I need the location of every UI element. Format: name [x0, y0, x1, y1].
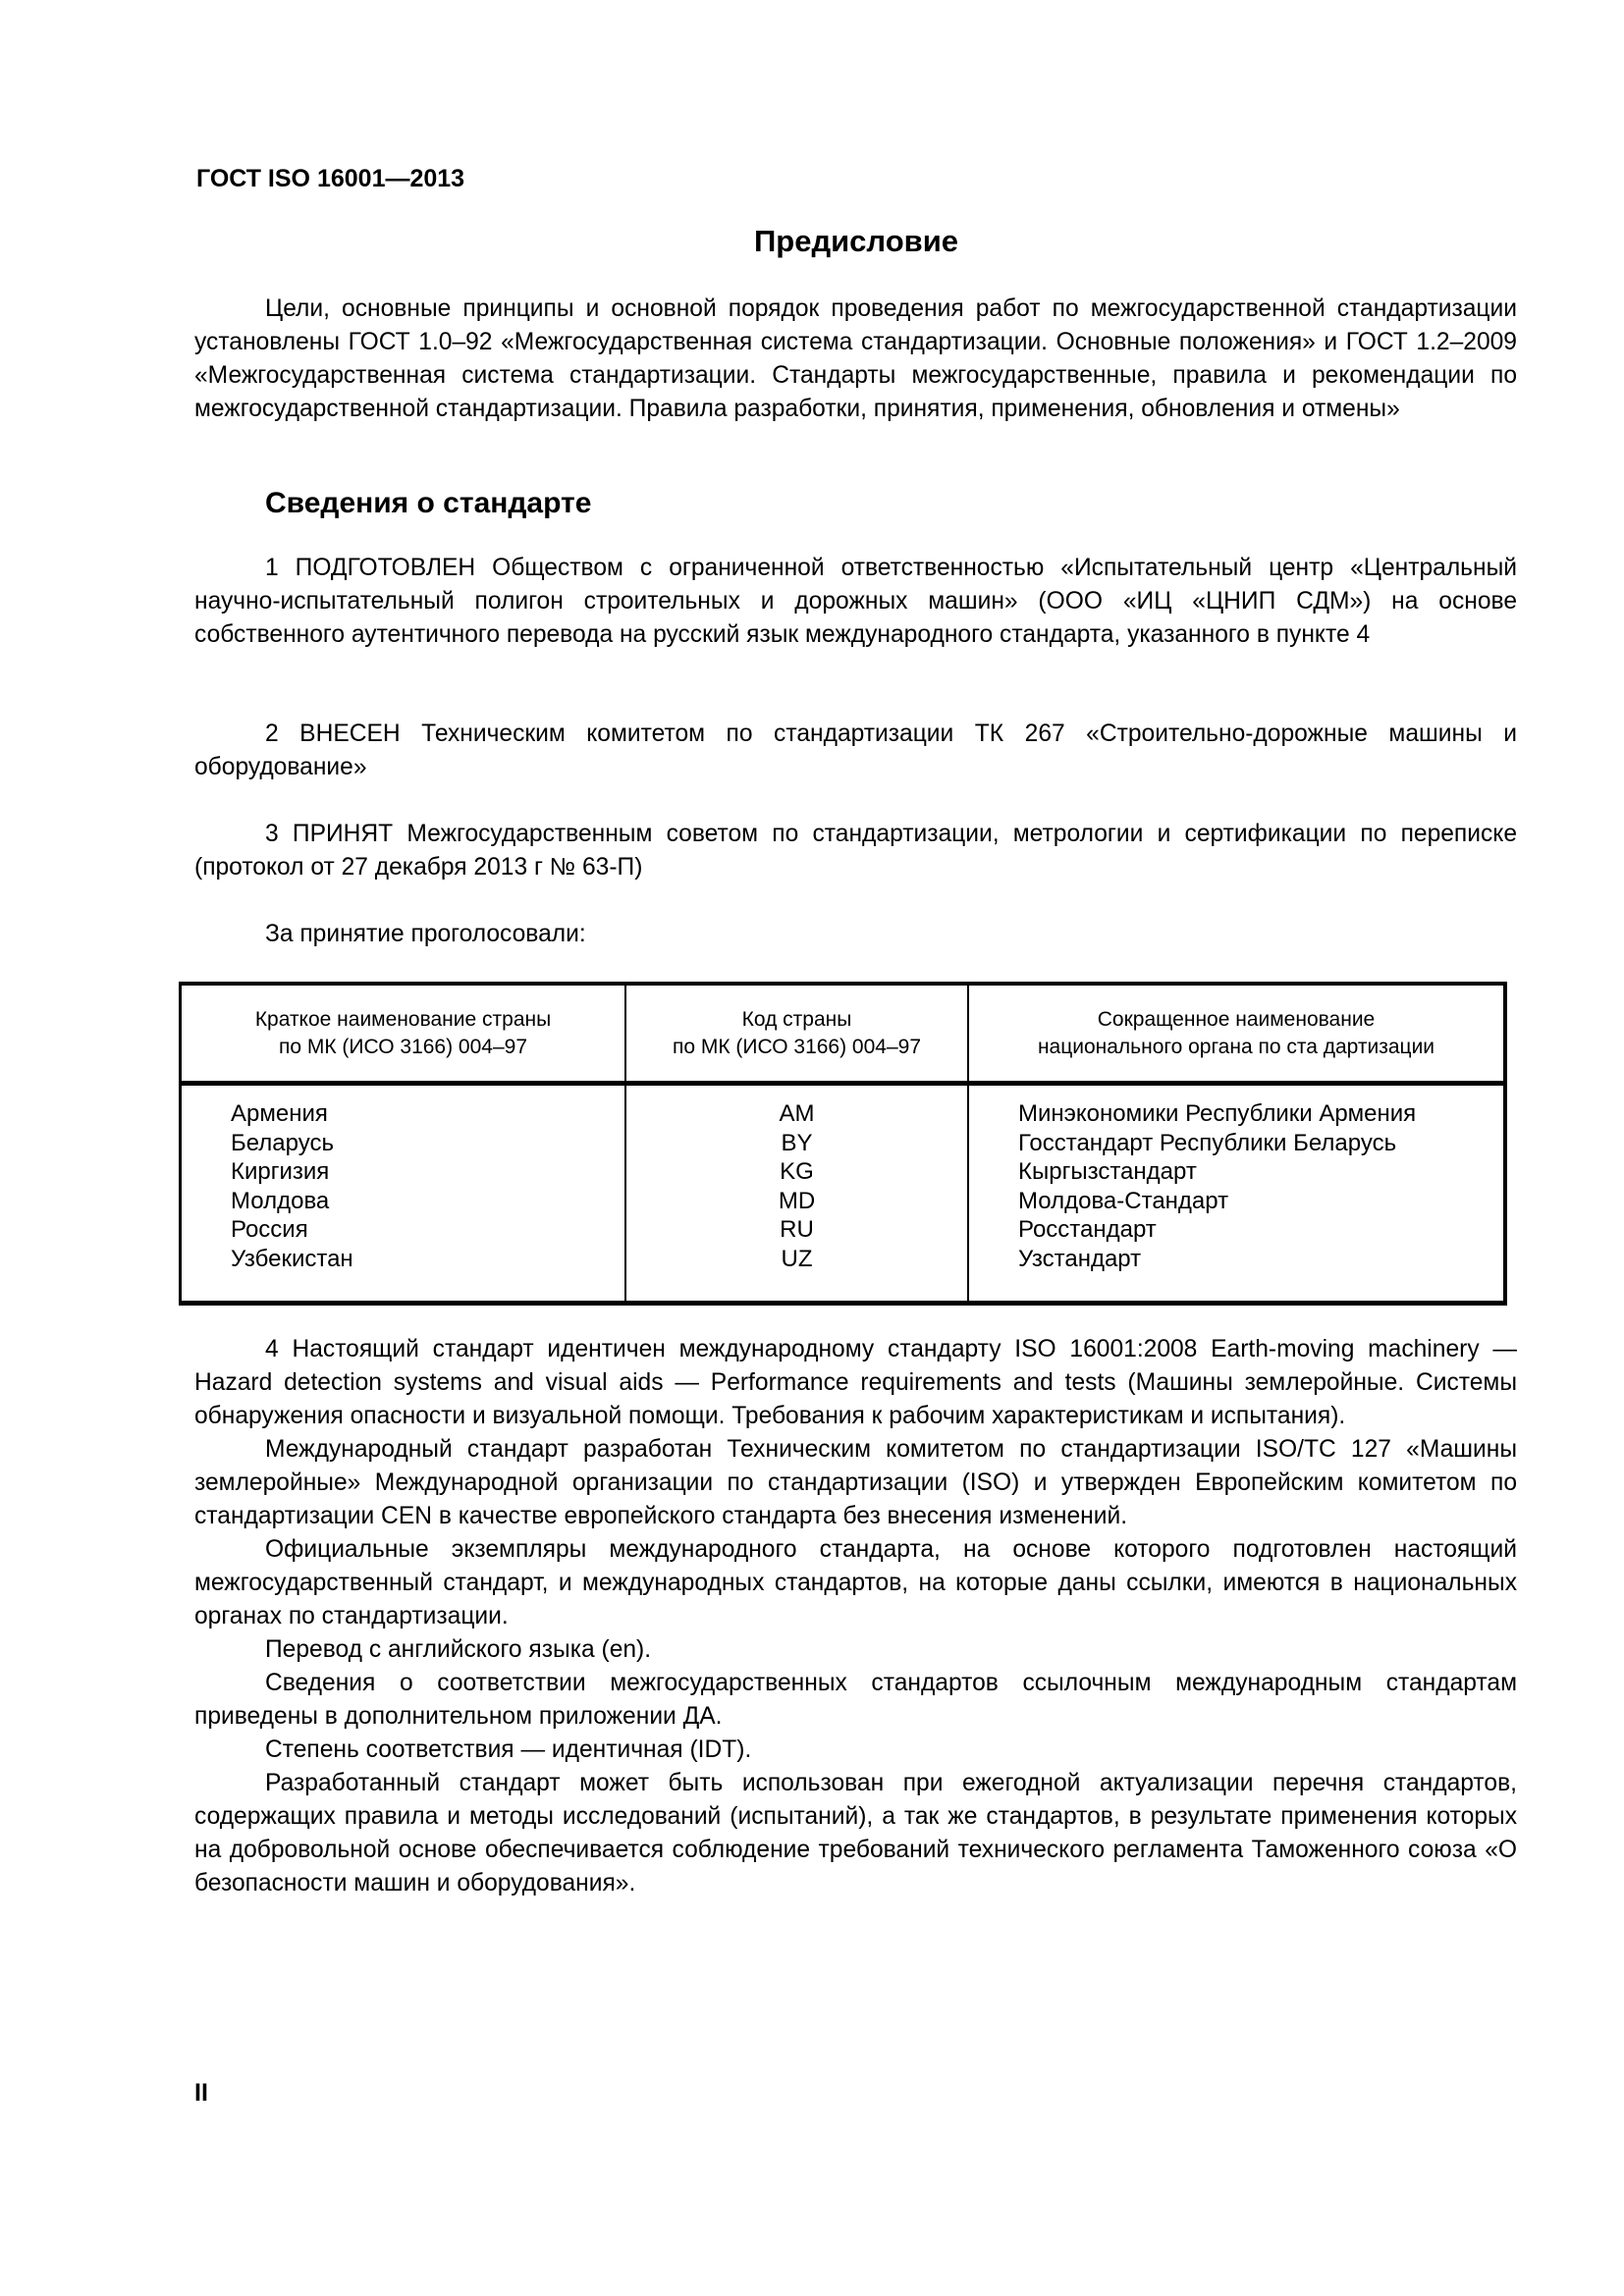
national-body-cell: Госстандарт Республики Беларусь: [1018, 1129, 1397, 1156]
item-1-paragraph: 1 ПОДГОТОВЛЕН Обществом с ограниченной ответственностью «Испытательный центр «Центральный научно-испытательный полигон строительных и дорожных машин» (ООО «ИЦ «ЦНИП СДМ») на основе собственного аутентичного перевода на русский язык международного стандарта, указанного в пункте 4: [194, 555, 1517, 648]
item-4-paragraph-5: Сведения о соответствии межгосударственных стандартов ссылочным международным стандартам приведены в дополнительном приложении ДА.: [194, 1670, 1517, 1730]
item-4-paragraph-3: Официальные экземпляры международного стандарта, на основе которого подготовлен настоящий межгосударственный стандарт, и международных стандартов, на которые даны ссылки, имеются в национальных органах по стандартизации.: [194, 1536, 1517, 1629]
code-cell: MD: [778, 1187, 816, 1214]
national-body-cell: Узстандарт: [1018, 1245, 1142, 1272]
table-header-row: [181, 984, 1506, 1084]
header-line: по МК (ИСО 3166) 004–97: [672, 1035, 922, 1058]
preface-section: [194, 293, 1517, 426]
code-cell: RU: [780, 1216, 814, 1243]
table-body-row: [181, 1084, 1506, 1304]
country-cell: Россия: [231, 1216, 308, 1243]
voted-label-block: [194, 918, 1517, 951]
code-cell: AM: [779, 1100, 815, 1127]
standard-info-item-4: [194, 1333, 1517, 1900]
header-line: национального органа по ста дартизации: [1037, 1035, 1435, 1058]
country-cell: Армения: [231, 1100, 328, 1127]
code-cell: KG: [780, 1158, 814, 1185]
header-line: Код страны: [741, 1007, 852, 1031]
document-header-id: ГОСТ ISO 16001—2013: [196, 165, 465, 192]
national-body-cell: Кыргызстандарт: [1018, 1158, 1197, 1185]
national-body-cell: Минэкономики Республики Армения: [1018, 1100, 1417, 1127]
item-4-paragraph-4: Перевод с английского языка (en).: [265, 1636, 652, 1663]
item-4-paragraph-6: Степень соответствия — идентичная (IDT).: [265, 1736, 752, 1763]
standard-info-item-2: [194, 718, 1517, 784]
country-cell: Узбекистан: [231, 1245, 353, 1272]
column-header-country: [181, 984, 626, 1084]
column-header-national-body: [968, 984, 1505, 1084]
item-4-paragraph-2: Международный стандарт разработан Техническим комитетом по стандартизации ISO/TC 127 «Машины землеройные» Международной организации по стандартизации (ISO) и утвержден Европейским комитетом по стандартизации CEN в качестве европейского стандарта без внесения изменений.: [194, 1436, 1517, 1529]
voting-countries-table: [179, 982, 1507, 1306]
national-body-cell: Росстандарт: [1018, 1216, 1157, 1243]
item-3-paragraph: 3 ПРИНЯТ Межгосударственным советом по стандартизации, метрологии и сертификации по переписке (протокол от 27 декабря 2013 г № 63-П): [194, 821, 1517, 881]
item-4-paragraph-1: 4 Настоящий стандарт идентичен международному стандарту ISO 16001:2008 Earth-moving machinery — Hazard detection systems and visual aids — Performance requirements and tests (Машины землеройные. Системы обнаружения опасности и визуальной помощи. Требования к рабочим характеристикам и испытания).: [194, 1336, 1517, 1429]
item-4-paragraph-7: Разработанный стандарт может быть использован при ежегодной актуализации перечня стандартов, содержащих правила и методы исследований (испытаний), а так же стандартов, в результате применения которых на добровольной основе обеспечивается соблюдение требований технического регламента Таможенного союза «О безопасности машин и оборудования».: [194, 1770, 1517, 1896]
voted-label: За принятие проголосовали:: [265, 921, 586, 947]
preface-paragraph: Цели, основные принципы и основной порядок проведения работ по межгосударственной стандартизации установлены ГОСТ 1.0–92 «Межгосударственная система стандартизации. Основные положения» и ГОСТ 1.2–2009 «Межгосударственная система стандартизации. Стандарты межгосударственные, правила и рекомендации по межгосударственной стандартизации. Правила разработки, принятия, применения, обновления и отмены»: [194, 295, 1517, 422]
national-body-column: [968, 1084, 1505, 1304]
country-cell: Молдова: [231, 1187, 330, 1214]
country-column: [181, 1084, 626, 1304]
national-body-cell: Молдова-Стандарт: [1018, 1187, 1229, 1214]
standard-info-item-1: [194, 552, 1517, 652]
code-cell: BY: [781, 1129, 813, 1156]
standard-info-title: Сведения о стандарте: [265, 487, 592, 519]
country-cell: Беларусь: [231, 1129, 334, 1156]
code-column: [625, 1084, 968, 1304]
header-line: Краткое наименование страны: [254, 1007, 552, 1031]
header-line: по МК (ИСО 3166) 004–97: [278, 1035, 528, 1058]
code-cell: UZ: [781, 1245, 813, 1272]
page-number: II: [194, 2079, 208, 2107]
column-header-code: [625, 984, 968, 1084]
country-cell: Киргизия: [231, 1158, 330, 1185]
standard-info-item-3: [194, 818, 1517, 884]
header-line: Сокращенное наименование: [1097, 1007, 1376, 1031]
preface-title: Предисловие: [753, 224, 958, 258]
item-2-paragraph: 2 ВНЕСЕН Техническим комитетом по стандартизации ТК 267 «Строительно-дорожные машины и оборудование»: [194, 721, 1517, 780]
